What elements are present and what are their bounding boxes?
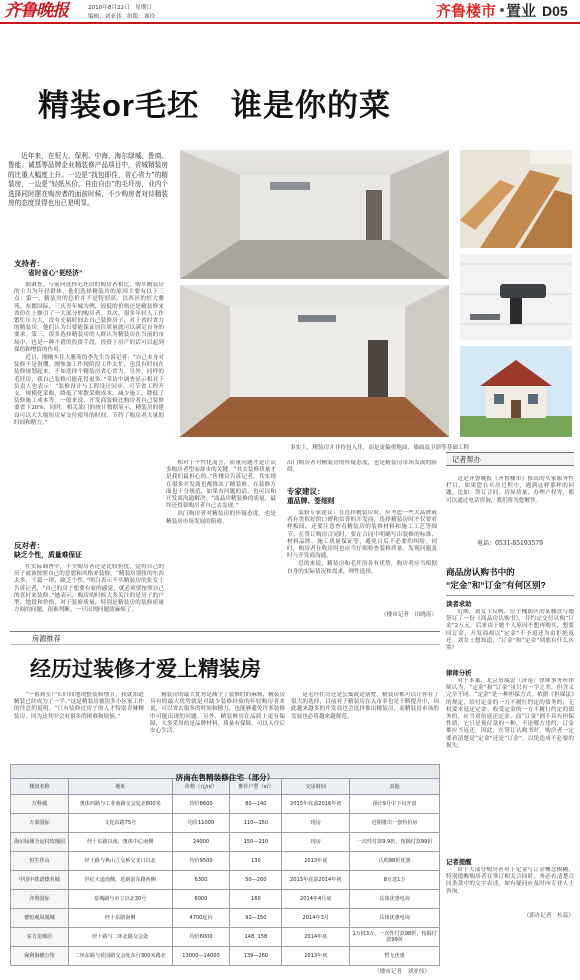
table-title: 济南在售精装修住宅（部分） bbox=[175, 773, 275, 782]
opposer-label: 反对者： bbox=[14, 541, 44, 550]
table-cell: 齐鲁国际 bbox=[11, 890, 69, 909]
recommend-body-col2: 精装房的最大优势是减少了装修时的麻烦，精装房具有的最大优势就是对缺少装修经验的年轻购房者来说，可以省去很多的时间和精力，也能够避免许多装修中可能出现的问题。另外，精装修房在品质上更有保障，大多采用的是品牌材料，质量有保障，可以入住后安心生活。 bbox=[150, 692, 285, 735]
table-header-cell: 地址 bbox=[68, 779, 172, 795]
lawyer-analysis-label: 律师分析 bbox=[446, 670, 472, 677]
table-cell: 具体优惠电询 bbox=[350, 890, 440, 909]
table-cell: 德恒观凤凰城 bbox=[11, 909, 69, 928]
expert-intro: 出门购房者对精装房的怀疑态度，也是精装房市场发展的阻碍。 bbox=[287, 460, 437, 474]
table-row bbox=[11, 928, 440, 947]
date-line: 2010年8月22日 星期日 bbox=[88, 5, 153, 11]
table-cell: 保利海德公馆 bbox=[11, 947, 69, 966]
advice-body: 这是齐鲁晚报《齐鲁楼市》推出的买家服务性栏目，如果您在买房过程中，遇到这样那样的问题，比如：签订合同、房屋质量、办理产权等，都可以通过电话咨询，我们将为您解答。 bbox=[446, 476, 574, 504]
table-cell: 经十路与燕山立交桥交叉口以北 bbox=[68, 852, 172, 871]
reader-question: 近期，刘女士反映，位于槐荫区的某楼盘与她签订了一份《商品房认购书》，并约定交付认购“订金”2万元，后来由于她个人原因不想再购买，想要回订金，开发商却以“定金”不予退还为由拒绝返还。刘女士想知道，“订金”和“定金”到底有什么区别？ bbox=[446, 609, 574, 652]
recommend-body-col3: 是毛坯住房还是公寓或是别墅，精装房都可以让你有了很大的选择，目前对于精装房在入市率也是不断提升中，因此越来越多的开发商也会选择推出精装房，而精装房市场的发展也必将越来越规范。 bbox=[291, 692, 439, 720]
table-cell: 泉城路与市立以北30号 bbox=[68, 890, 172, 909]
table-cell: 160 bbox=[230, 890, 282, 909]
deposit-byline: （郭办记者 杜蕊） bbox=[523, 913, 574, 919]
opposer-subhead: 缺乏个性，质量难保证 bbox=[14, 552, 82, 559]
photo-tools-drill bbox=[460, 254, 572, 340]
deposit-article bbox=[446, 566, 574, 976]
table-cell: 文化东路75号 bbox=[68, 814, 172, 833]
table-cell: 110—150 bbox=[230, 814, 282, 833]
tools-sketch bbox=[460, 254, 572, 340]
recommend-body-col1: “一番到室户长时间地现整装修增节，我就知道精装已经成为了一半。”这是精装房被很多小区家工作的任总的说明。“只有装修过房子的人才特别青睐精装房，因为这其中会有很多的困难和烦恼。” bbox=[14, 692, 144, 720]
editor-line: 编辑：刘亚伟 组版：睿玲 bbox=[88, 14, 156, 20]
housing-table-box bbox=[10, 764, 440, 968]
table-cell: 近期推出一套特价房 bbox=[350, 814, 440, 833]
expert-subhead: 重品牌、签细则 bbox=[287, 498, 335, 505]
photo-empty-room-upper bbox=[180, 150, 449, 279]
lawyer-analysis: 对于本案，北京市瑞宏（济南）律师事务所律师认为，“定金”和“订金”虽只有一字之差，但含义完全不同。“定金”是一种担保方式，依据《担保法》的规定，给付定金的一方不履行约定的债务的，无权要求返还定金；收受定金的一方不履行约定的债务的，应当双倍返还定金。而“订金”则不具有担保性质，它只是预付款的一种，不论哪方违约，订金都应当返还。因此，在签订认购书时，购房者一定要看清楚是“定金”还是“订金”，以免造成不必要的损失。 bbox=[446, 678, 574, 749]
table-cell: 经十东路以南，奥体中心南侧 bbox=[68, 833, 172, 852]
room-sketch-lower bbox=[180, 285, 449, 437]
page-number: D05 bbox=[542, 3, 568, 19]
recommend-tag-label: 房源推荐 bbox=[32, 634, 61, 643]
table-cell: 24000 bbox=[172, 833, 230, 852]
table-cell: 恒生伴山 bbox=[11, 852, 69, 871]
main-headline: 精装or毛坯 谁是你的菜 bbox=[38, 88, 391, 123]
lead-paragraph: 近年来，在恒大、保利、中海、海尔绿城、鲁商、鲁能、诚基等品牌企业精装修产品项目中，省城精装房的比重大幅度上升。一边是“找包即住，省心省力”的精装房，一边是“轻纸丛价，自由自由”的毛坯房，业内个选择同时摆在购房者的面前时候，不少购房者对待精装房的态度显得也出已是明显。 bbox=[8, 152, 168, 208]
table-cell: 139—260 bbox=[230, 947, 282, 966]
table-cell: 1万抵3万，一次性付款98折，按揭付款99折 bbox=[350, 928, 440, 947]
masthead bbox=[0, 0, 580, 24]
deposit-title: “定金”和“订金”有何区别? bbox=[446, 579, 574, 596]
table-row bbox=[11, 814, 440, 833]
table-cell: 具体优惠电询 bbox=[350, 909, 440, 928]
table-cell: 148, 158 bbox=[230, 928, 282, 947]
supporter-label: 支持者： bbox=[14, 259, 44, 268]
table-cell: 均价11000 bbox=[172, 814, 230, 833]
reader-question-label: 读者求助 bbox=[446, 601, 472, 608]
table-cell: 6300 bbox=[172, 871, 230, 890]
table-cell: 经十路与二环北路交会处 bbox=[68, 928, 172, 947]
table-cell: 150—210 bbox=[230, 833, 282, 852]
expert-body: 装修专家建议：在选择精装房时，应考虑一些大品牌或者有类似好的口碑和信誉的开发商，选择精装房时不仅要看样板间，还要注意查看精装房的装修材料和施工工艺等细节。在签订购房合同时，要在合同中明确写出装修的标准、材料品牌、施工质量保证等，避免日后不必要的纠纷。同时，购房者在收房时也应当仔细检查装修质量，发现问题及时与开发商沟通。 总的来说，精装房和毛坯房各有优势，购房者应当根据自身的实际情况和需求，理性选择。 bbox=[287, 510, 437, 575]
expert-label: 专家建议： bbox=[287, 487, 325, 496]
opposer-section bbox=[14, 540, 164, 626]
table-cell: 认购98折优惠 bbox=[350, 852, 440, 871]
housing-table bbox=[10, 778, 440, 966]
table-row bbox=[11, 852, 440, 871]
table-row bbox=[11, 871, 440, 890]
floor-planks-sketch bbox=[460, 150, 572, 248]
table-cell: 二环东路与花园路交会处东行300米路北 bbox=[68, 947, 172, 966]
advice-box bbox=[446, 452, 574, 560]
table-header-cell: 交房时间 bbox=[282, 779, 350, 795]
table-header-cell: 楼盘名称 bbox=[11, 779, 69, 795]
table-row bbox=[11, 947, 440, 966]
recommend-headline: 经历过装修才爱上精装房 bbox=[30, 658, 261, 681]
table-row bbox=[11, 833, 440, 852]
table-cell: 50—260 bbox=[230, 871, 282, 890]
house-sketch bbox=[460, 346, 572, 437]
reporter-tip: 由于大部分购房者对于定金与订金概念模糊，特别提醒购房者在签订相关合同时，务必看清楚合同条款中的文字表述，如有疑问应及时向专业人士咨询。 bbox=[446, 867, 574, 895]
table-cell: 奥体西路与工业南路交会处北800米 bbox=[68, 795, 172, 814]
table-cell: 现房 bbox=[282, 814, 350, 833]
table-row bbox=[11, 909, 440, 928]
supporter-section bbox=[14, 258, 164, 498]
opposer-body-col2: 相对于个性化而言，质量问题才是让众多购房者望而却步的关键。“其实装修质量才是我们最担心的。”售楼员告诉记者，其实现在很多开发商也都推出了精装修，在装修方面也十分规范，如果有问题的话，也可以和开发商沟通解决。“商品房精装修的质量，最终还得靠购房者自己去发现。” 出门购房者对精装房的怀疑态度，也是精装房市场发展的阻碍。 bbox=[166, 460, 276, 525]
newspaper-logo: 齐鲁晚报 bbox=[4, 1, 68, 21]
table-cell: 一次性付款9.9折，按揭付款99折 bbox=[350, 833, 440, 852]
table-cell: 现房 bbox=[282, 833, 350, 852]
table-cell: 均价8600 bbox=[172, 795, 230, 814]
section-title: 齐鲁楼市 bbox=[436, 3, 497, 20]
deposit-kicker: 商品房认购书中的 bbox=[446, 567, 515, 577]
table-row bbox=[11, 890, 440, 909]
table-cell: 2015年底前2016年初 bbox=[282, 795, 350, 814]
opposer-body-col1: 在实际调查中，不少购房者还是比较担忧，觉得自己的房子就该按照自己的意愿和风格来装修。“精装房别扭的东西太多，千篇一律，缺乏个性。”明白表示不买精装房的张女士告诉记者，“自己的房子想要有家的感觉，就必须要按照自己的喜好来装修。”她表示，购房的时候大多关注的是房子的户型、地段和价格，对于装修质量，特别是精装房的装修质量方面的问题，很难判断，一旦出现问题就麻烦了。 bbox=[14, 564, 164, 614]
photo-caption: 事实上，精装房并非拎包入住，而是更偏重地面、墙面及卫浴等基础工程 bbox=[290, 445, 470, 451]
advice-label: 记者帮办 bbox=[452, 455, 481, 464]
supporter-body: 据调查，与前向选择毛坯房的购房者相比，购买精装房的主力为年轻群体，他们选择精装房的原因主要有以下三点：第一，精装房的总价并不是特别高，以西区的恒大雅苑、东都国际、三庆青年城为例，较低的价格还是精装修来省份在上额引了一大部分的购房者。其次，很多年轻人工作繁忙压力大，没有充裕时间去自己装修房子，对于省时省力的精装房，他们认为只要能保证居住质量就可以满足自身的要求。第三，很多选择精装房的人群认为精装房在当前的市场中，也是一种不错的投资手段，投资于房产的话可以起到保值和增值的作用。 近日，刚刚买佳大雅苑的李先生告诉记者：“自己本身对装修不是很懂，刚参加工作现阶段工作太忙，也没有时间在装修规划起来，不如选择个精装房省心省力。另外，同样的毛坯房，我自己装修可能花得更多。”采访中调查显示相对于负责人也表示：“装修设计与工程设计同步，可节省工程开支，规模化采购，降低了零散采购成本，减少施工，降低了装修施工成本等。一般来说，开发商装修比购房者自己装修要省下20%。同时，相关部门的统计数据显示，精装房的建设可以大大缩短房屋交付使用的时间，节约了购房者大量的时间和精力。” bbox=[14, 282, 164, 426]
table-cell: 暂无优惠 bbox=[350, 947, 440, 966]
table-cell: 13000—14000 bbox=[172, 947, 230, 966]
table-cell: 海尔绿城全运村玫瑰园 bbox=[11, 833, 69, 852]
table-cell: 2013年底 bbox=[282, 852, 350, 871]
table-cell: 2014年3月 bbox=[282, 909, 350, 928]
table-cell: 92—150 bbox=[230, 909, 282, 928]
table-cell: 130 bbox=[230, 852, 282, 871]
table-cell: 预计9月中下旬开盘 bbox=[350, 795, 440, 814]
table-cell: 2014年4月底 bbox=[282, 890, 350, 909]
table-title-bar bbox=[10, 764, 440, 782]
table-cell: 万泰国际 bbox=[11, 814, 69, 833]
table-cell: 6000 bbox=[172, 890, 230, 909]
room-sketch-upper bbox=[180, 150, 449, 279]
recommend-byline: （楼市记者 刘亚伟） bbox=[374, 969, 430, 975]
table-cell: 80—140 bbox=[230, 795, 282, 814]
table-cell: 中国中铁诺德名城 bbox=[11, 871, 69, 890]
expert-section bbox=[287, 460, 437, 626]
expert-byline: （楼市记者 田晓涛） bbox=[381, 612, 437, 618]
supporter-subhead: 省时省心“更经济” bbox=[28, 270, 83, 277]
table-cell: 均价6000 bbox=[172, 928, 230, 947]
subsection-title: 置业 bbox=[506, 3, 537, 20]
reporter-tip-label: 记者提醒 bbox=[446, 859, 472, 866]
table-cell: 实力龙城居 bbox=[11, 928, 69, 947]
table-cell: 均价9500 bbox=[172, 852, 230, 871]
table-cell: 经十东路南侧 bbox=[68, 909, 172, 928]
table-header-cell: 推荐户型（㎡） bbox=[230, 779, 282, 795]
photo-empty-room-lower bbox=[180, 285, 449, 437]
table-cell: 4700起价 bbox=[172, 909, 230, 928]
advice-label-bar bbox=[446, 452, 574, 466]
advice-phone: 电话：0531-85193579 bbox=[477, 540, 543, 547]
table-cell: 8万送1万 bbox=[350, 871, 440, 890]
table-row bbox=[11, 795, 440, 814]
table-header-cell: 价格（元/㎡） bbox=[172, 779, 230, 795]
table-header-cell: 其他 bbox=[350, 779, 440, 795]
table-cell: 万科城 bbox=[11, 795, 69, 814]
table-cell: 2013年底 bbox=[282, 947, 350, 966]
photo-house-exterior bbox=[460, 346, 572, 437]
table-cell: 2014年底 bbox=[282, 928, 350, 947]
table-cell: 2013年底前2014年初 bbox=[282, 871, 350, 890]
photo-floor-installation bbox=[460, 150, 572, 248]
table-cell: 世纪大道南侧，近新泉东路西侧 bbox=[68, 871, 172, 890]
section-dot bbox=[500, 8, 504, 12]
recommend-tag bbox=[10, 631, 440, 645]
